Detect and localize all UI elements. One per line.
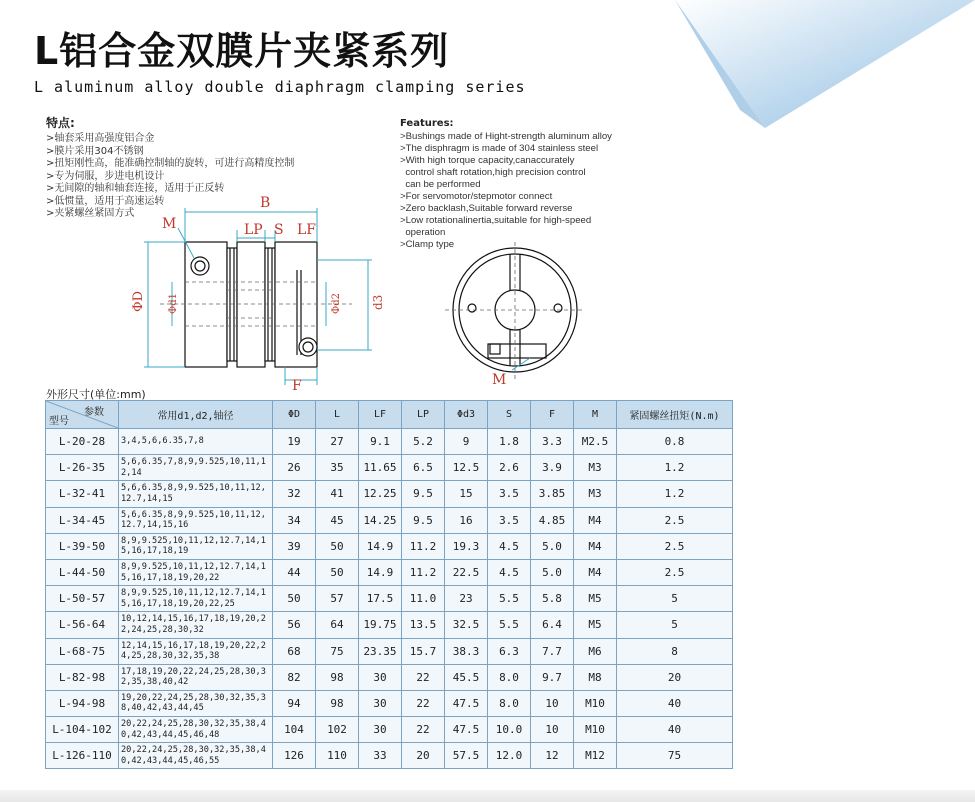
cell-s: 2.6 bbox=[488, 455, 531, 481]
cell-l: 41 bbox=[316, 481, 359, 507]
cell-model: L-56-64 bbox=[46, 612, 119, 638]
cell-f: 5.0 bbox=[531, 559, 574, 585]
feature-cn-item: >膜片采用304不锈钢 bbox=[46, 145, 144, 157]
cell-model: L-126-110 bbox=[46, 743, 119, 769]
cell-m: M3 bbox=[574, 481, 617, 507]
cell-d: 126 bbox=[273, 743, 316, 769]
coupling-front-view-drawing bbox=[440, 240, 600, 390]
cell-m: M6 bbox=[574, 638, 617, 664]
cell-lp: 5.2 bbox=[402, 429, 445, 455]
header-lp: LP bbox=[402, 401, 445, 429]
cell-model: L-82-98 bbox=[46, 664, 119, 690]
cell-l: 64 bbox=[316, 612, 359, 638]
cell-torque: 75 bbox=[617, 743, 733, 769]
table-row bbox=[46, 743, 733, 769]
feature-cn-item: >扭矩刚性高，能准确控制轴的旋转，可进行高精度控制 bbox=[46, 158, 295, 169]
feature-en-item: >Zero backlash,Suitable forward reverse bbox=[400, 203, 573, 214]
cell-shafts: 20,22,24,25,28,30,32,35,38,40,42,43,44,45,46,55 bbox=[119, 743, 273, 769]
cell-model: L-39-50 bbox=[46, 533, 119, 559]
cell-torque: 2.5 bbox=[617, 507, 733, 533]
cell-m: M12 bbox=[574, 743, 617, 769]
cell-lp: 13.5 bbox=[402, 612, 445, 638]
cell-shafts: 5,6,6.35,8,9,9.525,10,11,12,12.7,14,15,16 bbox=[119, 507, 273, 533]
cell-lf: 30 bbox=[359, 690, 402, 716]
cell-lf: 14.9 bbox=[359, 559, 402, 585]
header-d: ΦD bbox=[273, 401, 316, 429]
cell-d3: 57.5 bbox=[445, 743, 488, 769]
spec-table bbox=[45, 400, 733, 769]
cell-s: 1.8 bbox=[488, 429, 531, 455]
cell-lf: 23.35 bbox=[359, 638, 402, 664]
table-row bbox=[46, 507, 733, 533]
cell-d3: 15 bbox=[445, 481, 488, 507]
header-param-label: 参数 bbox=[84, 407, 104, 418]
cell-lf: 14.25 bbox=[359, 507, 402, 533]
dim-label-d2: Φd2 bbox=[331, 293, 342, 314]
cell-l: 45 bbox=[316, 507, 359, 533]
cell-m: M4 bbox=[574, 507, 617, 533]
cell-d: 39 bbox=[273, 533, 316, 559]
feature-en-item: >With high torque capacity,canaccurately bbox=[400, 155, 575, 166]
features-cn-heading: 特点: bbox=[46, 116, 75, 130]
cell-shafts: 12,14,15,16,17,18,19,20,22,24,25,28,30,32,35,38 bbox=[119, 638, 273, 664]
cell-lf: 33 bbox=[359, 743, 402, 769]
cell-model: L-104-102 bbox=[46, 717, 119, 743]
dim-label-m2: M bbox=[492, 372, 507, 388]
cell-s: 5.5 bbox=[488, 612, 531, 638]
cell-torque: 5 bbox=[617, 586, 733, 612]
header-d3: Φd3 bbox=[445, 401, 488, 429]
cell-model: L-32-41 bbox=[46, 481, 119, 507]
feature-cn-item: >专为伺服，步进电机设计 bbox=[46, 170, 165, 182]
cell-d: 34 bbox=[273, 507, 316, 533]
cell-model: L-20-28 bbox=[46, 429, 119, 455]
table-row bbox=[46, 664, 733, 690]
table-row bbox=[46, 481, 733, 507]
cell-shafts: 10,12,14,15,16,17,18,19,20,22,24,25,28,30,32 bbox=[119, 612, 273, 638]
cell-lf: 30 bbox=[359, 717, 402, 743]
dim-label-d3: d3 bbox=[371, 294, 385, 310]
cell-lp: 22 bbox=[402, 717, 445, 743]
table-row bbox=[46, 586, 733, 612]
table-unit-label: 外形尺寸(单位:mm) bbox=[46, 388, 146, 401]
cell-shafts: 17,18,19,20,22,24,25,28,30,32,35,38,40,42 bbox=[119, 664, 273, 690]
cell-f: 10 bbox=[531, 717, 574, 743]
cell-f: 9.7 bbox=[531, 664, 574, 690]
cell-l: 110 bbox=[316, 743, 359, 769]
cell-d: 56 bbox=[273, 612, 316, 638]
cell-l: 102 bbox=[316, 717, 359, 743]
cell-s: 6.3 bbox=[488, 638, 531, 664]
cell-d3: 45.5 bbox=[445, 664, 488, 690]
cell-f: 3.9 bbox=[531, 455, 574, 481]
table-row bbox=[46, 455, 733, 481]
cell-d: 50 bbox=[273, 586, 316, 612]
cell-m: M8 bbox=[574, 664, 617, 690]
cell-lp: 11.2 bbox=[402, 533, 445, 559]
header-shafts: 常用d1,d2,轴径 bbox=[119, 401, 273, 429]
cell-model: L-68-75 bbox=[46, 638, 119, 664]
cell-lp: 11.0 bbox=[402, 586, 445, 612]
cell-f: 12 bbox=[531, 743, 574, 769]
page-title: L铝合金双膜片夹紧系列 bbox=[34, 29, 450, 73]
feature-cn-item: >夹紧螺丝紧固方式 bbox=[46, 208, 135, 219]
cell-lp: 9.5 bbox=[402, 481, 445, 507]
dim-label-f: F bbox=[292, 378, 302, 394]
feature-cn-item: >低惯量，适用于高速运转 bbox=[46, 195, 165, 207]
features-en bbox=[400, 118, 700, 251]
cell-d3: 23 bbox=[445, 586, 488, 612]
header-m: M bbox=[574, 401, 617, 429]
header-model-param bbox=[46, 401, 119, 429]
cell-f: 5.8 bbox=[531, 586, 574, 612]
feature-en-item: >The disphragm is made of 304 stainless steel bbox=[400, 143, 599, 154]
dim-label-d1: Φd1 bbox=[168, 293, 179, 314]
feature-en-item: >For servomotor/stepmotor connect bbox=[400, 191, 553, 202]
cell-m: M5 bbox=[574, 586, 617, 612]
cell-d: 104 bbox=[273, 717, 316, 743]
table-row bbox=[46, 638, 733, 664]
cell-m: M3 bbox=[574, 455, 617, 481]
feature-cn-item: >无间隙的轴和轴套连接，适用于正反转 bbox=[46, 183, 225, 194]
cell-torque: 20 bbox=[617, 664, 733, 690]
cell-m: M2.5 bbox=[574, 429, 617, 455]
cell-d: 82 bbox=[273, 664, 316, 690]
cell-torque: 8 bbox=[617, 638, 733, 664]
cell-d3: 16 bbox=[445, 507, 488, 533]
table-header-row bbox=[46, 401, 733, 429]
cell-lp: 20 bbox=[402, 743, 445, 769]
cell-d: 44 bbox=[273, 559, 316, 585]
cell-lp: 9.5 bbox=[402, 507, 445, 533]
cell-shafts: 3,4,5,6,6.35,7,8 bbox=[119, 429, 273, 455]
cell-d: 68 bbox=[273, 638, 316, 664]
corner-decoration bbox=[655, 0, 975, 140]
dim-label-d: ΦD bbox=[131, 290, 146, 312]
cell-s: 10.0 bbox=[488, 717, 531, 743]
cell-m: M4 bbox=[574, 533, 617, 559]
cell-d3: 12.5 bbox=[445, 455, 488, 481]
cell-d3: 47.5 bbox=[445, 717, 488, 743]
cell-s: 4.5 bbox=[488, 533, 531, 559]
table-row bbox=[46, 690, 733, 716]
cell-shafts: 5,6,6.35,7,8,9,9.525,10,11,12,14 bbox=[119, 455, 273, 481]
cell-f: 10 bbox=[531, 690, 574, 716]
feature-en-item: control shaft rotation,high precision control bbox=[400, 167, 586, 178]
cell-lf: 11.65 bbox=[359, 455, 402, 481]
cell-torque: 2.5 bbox=[617, 533, 733, 559]
cell-lp: 6.5 bbox=[402, 455, 445, 481]
cell-l: 75 bbox=[316, 638, 359, 664]
cell-lf: 19.75 bbox=[359, 612, 402, 638]
cell-shafts: 8,9,9.525,10,11,12,12.7,14,15,16,17,18,19,20,22,25 bbox=[119, 586, 273, 612]
cell-s: 3.5 bbox=[488, 507, 531, 533]
feature-en-item: >Clamp type bbox=[400, 239, 455, 250]
cell-lp: 22 bbox=[402, 690, 445, 716]
coupling-side-view-drawing bbox=[120, 190, 400, 395]
cell-m: M4 bbox=[574, 559, 617, 585]
feature-en-item: >Low rotationalinertia,suitable for high-speed bbox=[400, 215, 592, 226]
cell-lf: 17.5 bbox=[359, 586, 402, 612]
cell-torque: 40 bbox=[617, 717, 733, 743]
cell-model: L-34-45 bbox=[46, 507, 119, 533]
cell-f: 3.3 bbox=[531, 429, 574, 455]
cell-l: 50 bbox=[316, 533, 359, 559]
cell-l: 57 bbox=[316, 586, 359, 612]
cell-f: 5.0 bbox=[531, 533, 574, 559]
cell-lf: 12.25 bbox=[359, 481, 402, 507]
dim-label-m: M bbox=[162, 216, 177, 232]
dim-label-b: B bbox=[260, 195, 271, 211]
header-lf: LF bbox=[359, 401, 402, 429]
cell-d3: 9 bbox=[445, 429, 488, 455]
cell-lp: 11.2 bbox=[402, 559, 445, 585]
cell-d: 32 bbox=[273, 481, 316, 507]
cell-f: 6.4 bbox=[531, 612, 574, 638]
cell-torque: 0.8 bbox=[617, 429, 733, 455]
cell-f: 7.7 bbox=[531, 638, 574, 664]
cell-f: 4.85 bbox=[531, 507, 574, 533]
cell-d: 94 bbox=[273, 690, 316, 716]
cell-d: 26 bbox=[273, 455, 316, 481]
cell-l: 50 bbox=[316, 559, 359, 585]
feature-en-item: can be performed bbox=[400, 179, 481, 190]
table-row bbox=[46, 612, 733, 638]
cell-d: 19 bbox=[273, 429, 316, 455]
cell-model: L-26-35 bbox=[46, 455, 119, 481]
cell-m: M10 bbox=[574, 717, 617, 743]
cell-model: L-50-57 bbox=[46, 586, 119, 612]
feature-cn-item: >轴套采用高强度铝合金 bbox=[46, 133, 155, 144]
cell-torque: 40 bbox=[617, 690, 733, 716]
cell-torque: 1.2 bbox=[617, 455, 733, 481]
cell-model: L-94-98 bbox=[46, 690, 119, 716]
cell-shafts: 8,9,9.525,10,11,12,12.7,14,15,16,17,18,19,20,22 bbox=[119, 559, 273, 585]
cell-lf: 30 bbox=[359, 664, 402, 690]
cell-shafts: 5,6,6.35,8,9,9.525,10,11,12,12.7,14,15 bbox=[119, 481, 273, 507]
dim-label-lf: LF bbox=[297, 222, 317, 238]
cell-shafts: 19,20,22,24,25,28,30,32,35,38,40,42,43,44,45 bbox=[119, 690, 273, 716]
cell-m: M5 bbox=[574, 612, 617, 638]
table-row bbox=[46, 559, 733, 585]
cell-shafts: 20,22,24,25,28,30,32,35,38,40,42,43,44,45,46,48 bbox=[119, 717, 273, 743]
cell-s: 4.5 bbox=[488, 559, 531, 585]
cell-lp: 15.7 bbox=[402, 638, 445, 664]
cell-d3: 47.5 bbox=[445, 690, 488, 716]
page-subtitle: L aluminum alloy double diaphragm clamping series bbox=[34, 78, 526, 96]
cell-lf: 14.9 bbox=[359, 533, 402, 559]
cell-m: M10 bbox=[574, 690, 617, 716]
cell-torque: 1.2 bbox=[617, 481, 733, 507]
header-f: F bbox=[531, 401, 574, 429]
header-s: S bbox=[488, 401, 531, 429]
cell-l: 98 bbox=[316, 690, 359, 716]
cell-f: 3.85 bbox=[531, 481, 574, 507]
cell-shafts: 8,9,9.525,10,11,12,12.7,14,15,16,17,18,19 bbox=[119, 533, 273, 559]
cell-lf: 9.1 bbox=[359, 429, 402, 455]
cell-s: 3.5 bbox=[488, 481, 531, 507]
cell-s: 12.0 bbox=[488, 743, 531, 769]
header-torque: 紧固螺丝扭矩(N.m) bbox=[617, 401, 733, 429]
cell-d3: 22.5 bbox=[445, 559, 488, 585]
header-l: L bbox=[316, 401, 359, 429]
cell-lp: 22 bbox=[402, 664, 445, 690]
table-row bbox=[46, 429, 733, 455]
table-row bbox=[46, 533, 733, 559]
cell-torque: 2.5 bbox=[617, 559, 733, 585]
cell-l: 35 bbox=[316, 455, 359, 481]
cell-d3: 38.3 bbox=[445, 638, 488, 664]
cell-model: L-44-50 bbox=[46, 559, 119, 585]
cell-l: 27 bbox=[316, 429, 359, 455]
cell-l: 98 bbox=[316, 664, 359, 690]
cell-s: 8.0 bbox=[488, 690, 531, 716]
features-en-heading: Features: bbox=[400, 118, 454, 129]
dim-label-s: S bbox=[274, 222, 284, 238]
bottom-bar bbox=[0, 790, 975, 802]
cell-s: 8.0 bbox=[488, 664, 531, 690]
cell-torque: 5 bbox=[617, 612, 733, 638]
feature-en-item: operation bbox=[400, 227, 446, 238]
table-row bbox=[46, 717, 733, 743]
cell-d3: 19.3 bbox=[445, 533, 488, 559]
dim-label-lp: LP bbox=[244, 222, 263, 238]
header-model-label: 型号 bbox=[49, 416, 69, 427]
cell-s: 5.5 bbox=[488, 586, 531, 612]
feature-en-item: >Bushings made of Hight-strength aluminum alloy bbox=[400, 131, 612, 142]
cell-d3: 32.5 bbox=[445, 612, 488, 638]
